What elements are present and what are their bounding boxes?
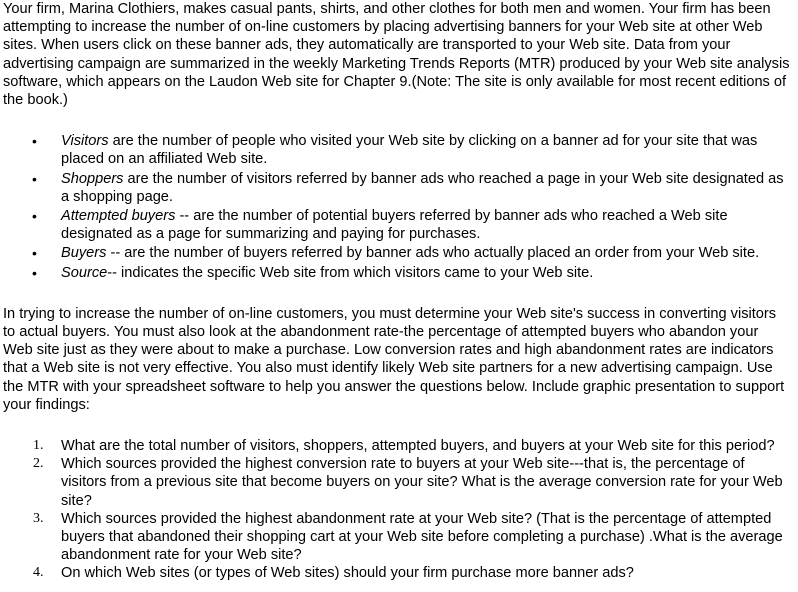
list-item — [3, 455, 792, 510]
definition-text: are the number of visitors referred by banner ads who reached a page in your Web site designated as a shopping page. — [61, 170, 784, 205]
definition-text: -- indicates the specific Web site from which visitors came to your Web site. — [107, 264, 594, 281]
question-number: 4. — [33, 565, 44, 581]
definition-term: Attempted buyers — [61, 208, 176, 225]
list-item — [3, 437, 792, 455]
intro-paragraph: Your firm, Marina Clothiers, makes casual pants, shirts, and other clothes for both men and women. Your firm has been attempting to increase the number of on-line customers by placing advertising banners for your Web site at other Web sites. When users click on these banner ads, they automatically are transported to your Web site. Data from your advertising campaign are summarized in the weekly Marketing Trends Reports (MTR) produced by your Web site analysis software, which appears on the Laudon Web site for Chapter 9.(Note: The site is only available for most recent editions of the book.) — [3, 1, 790, 109]
questions-list — [3, 437, 792, 583]
definition-term: Source — [61, 264, 108, 281]
definition-text: -- are the number of potential buyers referred by banner ads who reached a Web site designated as a page for summarizing and paying for purchases. — [61, 208, 728, 243]
instructions-paragraph: In trying to increase the number of on-line customers, you must determine your Web site's success in converting visitors to actual buyers. You must also look at the abandonment rate-the percentage of attempted buyers who abandon your Web site just as they were about to make a purchase. Low conversion rates and high abandonment rates are indicators that a Web site is not very effective. You also must identify likely Web site partners for a new advertising campaign. Use the MTR with your spreadsheet software to help you answer the questions below. Include graphic presentation to support your findings: — [3, 305, 785, 413]
question-text: Which sources provided the highest conversion rate to buyers at your Web site---that is, the percentage of visitors from a previous site that become buyers on your site? What is the average conversion rate for your Web site? — [61, 456, 783, 509]
bullet-icon: • — [32, 245, 37, 262]
question-text: Which sources provided the highest abandonment rate at your Web site? (That is the percentage of attempted buyers that abandoned their shopping cart at your Web site before completing a purchase) .What is the average abandonment rate for your Web site? — [61, 510, 783, 564]
question-text: On which Web sites (or types of Web sites) should your firm purchase more banner ads? — [61, 565, 634, 582]
definitions-list — [3, 132, 792, 282]
list-item — [3, 510, 792, 565]
question-number: 3. — [33, 510, 44, 526]
bullet-icon: • — [32, 170, 37, 187]
bullet-icon: • — [32, 133, 37, 150]
question-number: 2. — [33, 456, 44, 472]
list-item — [3, 264, 792, 282]
list-item — [3, 244, 792, 262]
definition-term: Shoppers — [61, 170, 124, 187]
list-item — [3, 564, 792, 582]
bullet-icon: • — [32, 264, 37, 281]
definition-term: Visitors — [61, 133, 109, 150]
list-item — [3, 132, 792, 168]
definition-text: -- are the number of buyers referred by banner ads who actually placed an order from your Web site. — [106, 245, 760, 262]
list-item — [3, 170, 792, 206]
list-item — [3, 207, 792, 243]
question-text: What are the total number of visitors, shoppers, attempted buyers, and buyers at your Web site for this period? — [61, 438, 775, 455]
definition-term: Buyers — [61, 245, 107, 262]
bullet-icon: • — [32, 208, 37, 225]
question-number: 1. — [33, 438, 44, 454]
definition-text: are the number of people who visited your Web site by clicking on a banner ad for your site that was placed on an affiliated Web site. — [61, 133, 758, 168]
